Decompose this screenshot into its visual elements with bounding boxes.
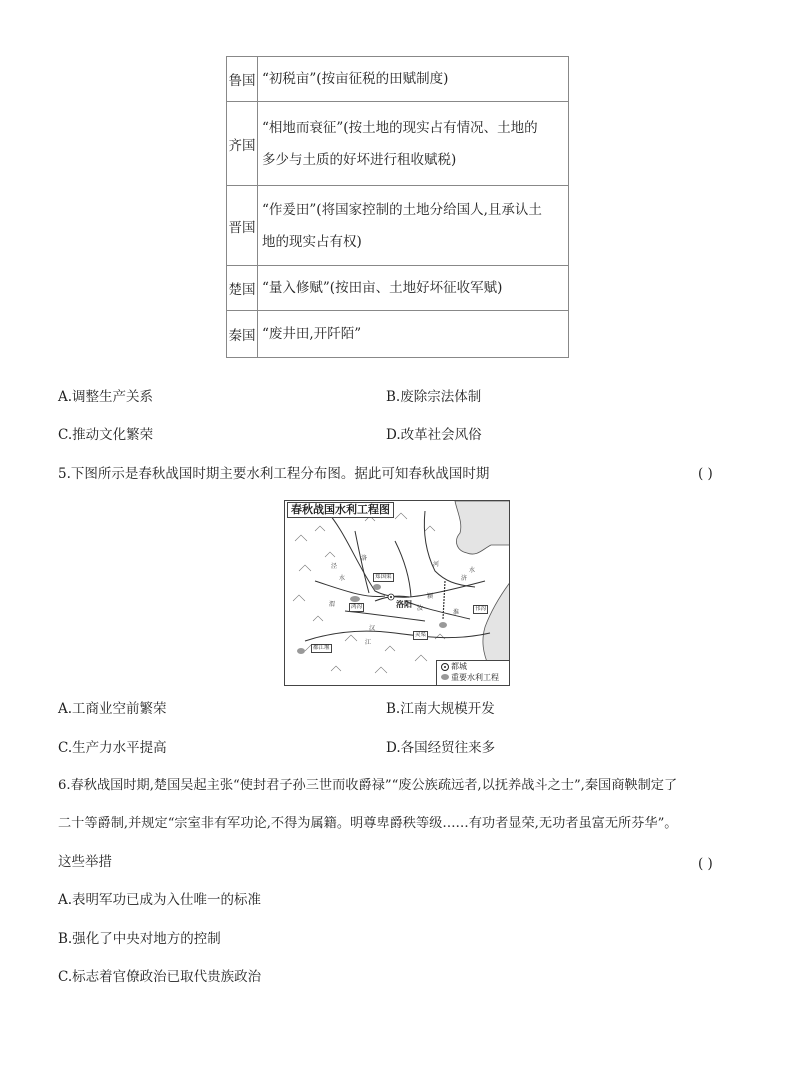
river-label: 洛 [361,555,368,562]
policy-line: “废井田,开阡陌” [262,326,362,342]
policy-line: “相地而衰征”(按土地的现实占有情况、土地的 [262,119,538,136]
policy-line: 多少与土质的好坏进行租收赋税) [262,151,457,168]
state-cell: 秦国 [227,311,258,358]
q5-option-d[interactable]: D.各国经贸往来多 [386,740,496,756]
policy-cell [258,57,569,102]
policy-cell [258,186,569,266]
q4-option-a[interactable]: A.调整生产关系 [58,389,154,405]
table-row [227,186,569,266]
project-legend-icon [441,674,449,680]
reform-table [226,56,569,358]
legend-capital [437,661,509,672]
project-marker [297,648,305,654]
map-graphic [285,501,510,686]
river-label: 泾 [331,563,338,570]
table-row [227,266,569,311]
legend-project [437,672,509,683]
sea-shape [483,581,510,671]
state-cell: 鲁国 [227,57,258,102]
river-label: 水 [339,575,346,582]
capital-marker-dot [390,596,392,598]
project-marker [373,584,381,590]
q4-option-d[interactable]: D.改革社会风俗 [386,427,482,443]
q6-option-a[interactable]: A.表明军功已成为入仕唯一的标准 [58,892,262,908]
state-cell: 楚国 [227,266,258,311]
q6-option-c[interactable]: C.标志着官僚政治已取代贵族政治 [58,969,262,985]
q4-option-c[interactable]: C.推动文化繁荣 [58,427,154,443]
policy-cell [258,311,569,358]
q6-option-b[interactable]: B.强化了中央对地方的控制 [58,931,221,947]
q5-stem: 5.下图所示是春秋战国时期主要水利工程分布图。据此可知春秋战国时期 [58,466,490,482]
table-row [227,311,569,358]
q6-stem-line1: 6.春秋战国时期,楚国吴起主张“使封君子孙三世而收爵禄”“废公族疏远者,以抚养战斗之士”,秦国商鞅制定了 [58,778,678,793]
q4-option-b[interactable]: B.废除宗法体制 [386,389,482,405]
project-label: 鸿沟 [351,604,363,610]
policy-line: 地的现实占有权) [262,233,362,250]
river-label: 河 [433,561,440,568]
policy-cell [258,266,569,311]
table-row [227,102,569,186]
project-label: 都江堰 [313,645,330,651]
legend-project-label: 重要水利工程 [451,673,499,682]
project-label: 邗沟 [475,606,487,612]
river-label: 汝 [417,605,424,612]
table-row [227,57,569,102]
q5-answer-paren: ( ) [698,466,713,482]
river-label: 水 [469,567,476,574]
river-label: 渭 [329,601,336,608]
policy-line: “量入修赋”(按田亩、土地好坏征收军赋) [262,280,503,296]
project-label: 灵渠 [415,632,427,638]
project-marker [439,622,447,628]
q6-stem-line2: 二十等爵制,并规定“宗室非有军功论,不得为属籍。明尊卑爵秩等级……有功者显荣,无功者虽富无所芬华”。 [58,816,678,831]
legend-capital-label: 都城 [451,662,467,671]
water-projects-map [284,500,510,686]
river-label: 济 [461,575,468,582]
q5-option-c[interactable]: C.生产力水平提高 [58,740,167,756]
state-cell: 晋国 [227,186,258,266]
state-cell: 齐国 [227,102,258,186]
river-label: 淮 [453,609,460,616]
capital-label: 洛阳 [396,599,412,609]
capital-legend-icon [441,663,449,671]
q6-stem-line3: 这些举措 [58,854,112,870]
map-title: 春秋战国水利工程图 [287,502,394,518]
river-label: 江 [365,639,372,646]
policy-line: “初税亩”(按亩征税的田赋制度) [262,71,449,87]
sea-shape [455,501,510,554]
policy-cell [258,102,569,186]
policy-line: “作爰田”(将国家控制的土地分给国人,且承认土 [262,201,542,218]
q5-option-a[interactable]: A.工商业空前繁荣 [58,701,167,717]
q6-answer-paren: ( ) [698,856,713,872]
map-legend [436,660,509,685]
project-marker [350,596,360,602]
river-label: 颍 [427,593,434,600]
project-label: 郑国渠 [375,574,392,580]
river-label: 汉 [369,625,376,632]
q5-option-b[interactable]: B.江南大规模开发 [386,701,495,717]
